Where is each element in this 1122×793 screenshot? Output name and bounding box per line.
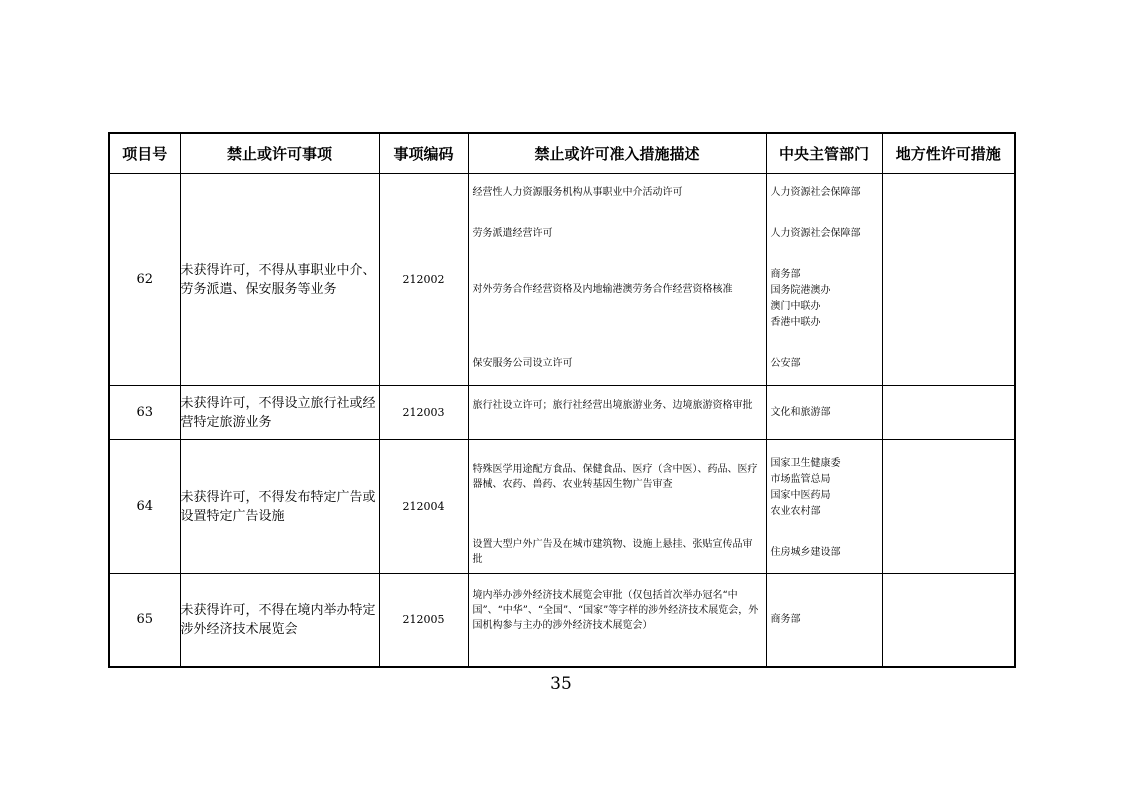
item-name: 未获得许可，不得在境内举办特定涉外经济技术展览会 bbox=[180, 574, 379, 667]
item-number: 62 bbox=[109, 174, 180, 386]
department: 澳门中联办 bbox=[770, 301, 821, 312]
measure-description: 特殊医学用途配方食品、保健食品、医疗（含中医）、药品、医疗器械、农药、兽药、农业转基因生物广告审查 bbox=[472, 464, 758, 490]
department-cell bbox=[766, 174, 882, 386]
department: 国家中医药局 bbox=[770, 490, 831, 501]
measure-description: 对外劳务合作经营资格及内地输港澳劳务合作经营资格核准 bbox=[472, 284, 733, 295]
item-number: 65 bbox=[109, 574, 180, 667]
local-measures bbox=[882, 386, 1015, 440]
header-central-department: 中央主管部门 bbox=[766, 133, 882, 174]
measure-description: 经营性人力资源服务机构从事职业中介活动许可 bbox=[472, 187, 683, 198]
item-number: 64 bbox=[109, 440, 180, 574]
table-row bbox=[109, 574, 1015, 667]
item-code: 212003 bbox=[379, 386, 468, 440]
measure-description: 境内举办涉外经济技术展览会审批（仅包括首次举办冠名“中国”、“中华”、“全国”、“国家”等字样的涉外经济技术展览会，外国机构参与主办的涉外经济技术展览会） bbox=[472, 590, 759, 631]
local-measures bbox=[882, 174, 1015, 386]
department: 住房城乡建设部 bbox=[770, 547, 841, 558]
department: 国家卫生健康委 bbox=[770, 458, 841, 469]
department: 公安部 bbox=[770, 358, 801, 369]
department-cell bbox=[766, 574, 882, 667]
header-item-number: 项目号 bbox=[109, 133, 180, 174]
measure-description-cell bbox=[468, 386, 766, 440]
department: 文化和旅游部 bbox=[770, 407, 831, 418]
department: 商务部 bbox=[770, 269, 801, 280]
item-code: 212005 bbox=[379, 574, 468, 667]
department: 香港中联办 bbox=[770, 317, 821, 328]
measure-description-cell bbox=[468, 440, 766, 574]
header-local-measures: 地方性许可措施 bbox=[882, 133, 1015, 174]
table-row bbox=[109, 174, 1015, 386]
page-number: 35 bbox=[550, 674, 572, 694]
local-measures bbox=[882, 440, 1015, 574]
local-measures bbox=[882, 574, 1015, 667]
department: 农业农村部 bbox=[770, 506, 821, 517]
department-cell bbox=[766, 440, 882, 574]
header-row bbox=[109, 133, 1015, 174]
department: 商务部 bbox=[770, 614, 801, 625]
measure-description: 保安服务公司设立许可 bbox=[472, 358, 573, 369]
header-item-name: 禁止或许可事项 bbox=[180, 133, 379, 174]
measure-description: 设置大型户外广告及在城市建筑物、设施上悬挂、张贴宣传品审批 bbox=[472, 539, 753, 565]
permit-table bbox=[108, 132, 1016, 668]
table-row bbox=[109, 386, 1015, 440]
header-measure-description: 禁止或许可准入措施描述 bbox=[468, 133, 766, 174]
measure-description: 旅行社设立许可；旅行社经营出境旅游业务、边境旅游资格审批 bbox=[472, 400, 753, 411]
header-item-code: 事项编码 bbox=[379, 133, 468, 174]
department: 人力资源社会保障部 bbox=[770, 228, 861, 239]
measure-description: 劳务派遣经营许可 bbox=[472, 228, 553, 239]
department-cell bbox=[766, 386, 882, 440]
measure-description-cell bbox=[468, 574, 766, 667]
item-name: 未获得许可，不得从事职业中介、劳务派遣、保安服务等业务 bbox=[180, 174, 379, 386]
department: 市场监管总局 bbox=[770, 474, 831, 485]
item-number: 63 bbox=[109, 386, 180, 440]
item-name: 未获得许可，不得设立旅行社或经营特定旅游业务 bbox=[180, 386, 379, 440]
table-row bbox=[109, 440, 1015, 574]
measure-description-cell bbox=[468, 174, 766, 386]
item-name: 未获得许可，不得发布特定广告或设置特定广告设施 bbox=[180, 440, 379, 574]
department: 国务院港澳办 bbox=[770, 285, 831, 296]
department: 人力资源社会保障部 bbox=[770, 187, 861, 198]
item-code: 212002 bbox=[379, 174, 468, 386]
item-code: 212004 bbox=[379, 440, 468, 574]
